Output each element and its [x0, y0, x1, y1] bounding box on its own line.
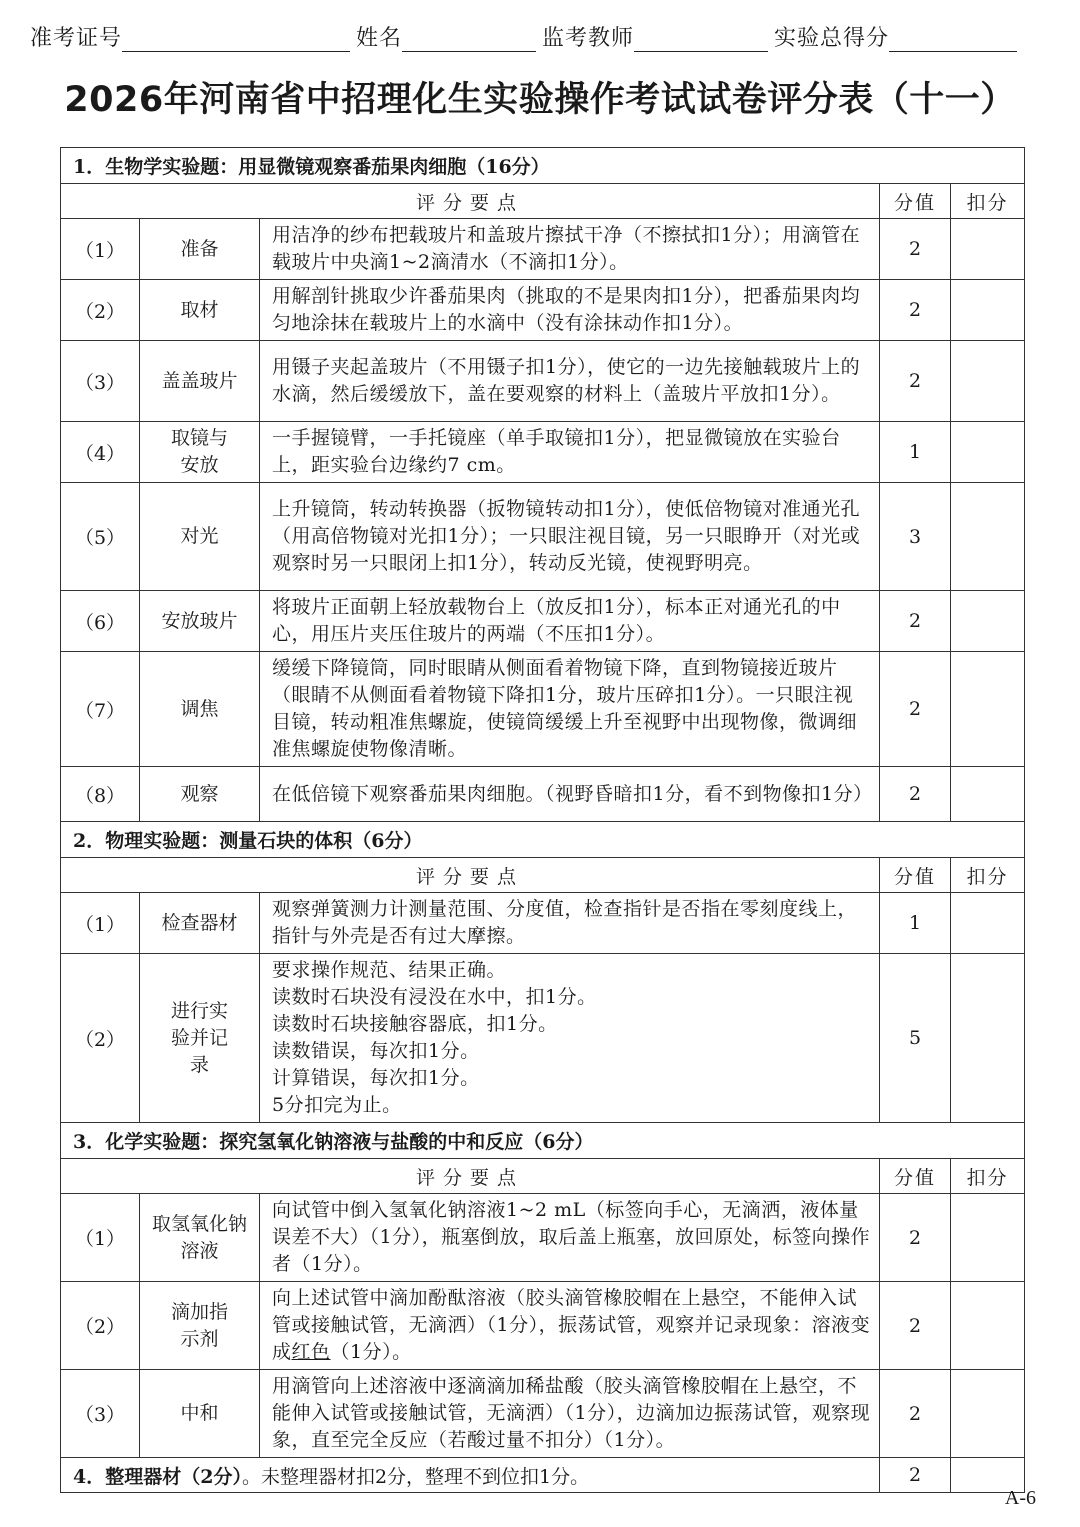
item-number: （8） [61, 767, 140, 822]
name-field[interactable] [402, 25, 536, 52]
item-name: 观察 [140, 767, 260, 822]
item-criteria: 在低倍镜下观察番茄果肉细胞。（视野昏暗扣1分，看不到物像扣1分） [260, 767, 880, 822]
item-number: （6） [61, 591, 140, 652]
item-criteria: 上升镜筒，转动转换器（扳物镜转动扣1分），使低倍物镜对准通光孔（用高倍物镜对光扣1分）；一只眼注视目镜，另一只眼睁开（对光或观察时另一只眼闭上扣1分），转动反光镜，使视野明亮。 [260, 483, 880, 591]
section-title-chemistry: 3．化学实验题：探究氢氧化钠溶液与盐酸的中和反应（6分） [61, 1123, 1025, 1159]
item-criteria: 向试管中倒入氢氧化钠溶液1~2 mL（标签向手心，无滴洒，液体量误差不大）（1分），瓶塞倒放，取后盖上瓶塞，放回原处，标签向操作者（1分）。 [260, 1194, 880, 1282]
exam-id-field[interactable] [122, 25, 350, 52]
section-title-biology: 1．生物学实验题：用显微镜观察番茄果肉细胞（16分） [61, 148, 1025, 184]
item-score: 2 [880, 219, 951, 280]
table-row [61, 1370, 1025, 1458]
table-row [61, 893, 1025, 954]
teacher-label: 监考教师 [542, 26, 635, 51]
table-row [61, 341, 1025, 422]
total-score-field[interactable] [889, 25, 1017, 52]
item-criteria: 观察弹簧测力计测量范围、分度值，检查指针是否指在零刻度线上，指针与外壳是否有过大摩擦。 [260, 893, 880, 954]
item-name: 对光 [140, 483, 260, 591]
deduct-cell[interactable] [951, 767, 1025, 822]
deduct-cell[interactable] [951, 341, 1025, 422]
section-cleanup [61, 1458, 880, 1493]
item-score: 5 [880, 954, 951, 1123]
table-row [61, 219, 1025, 280]
item-name: 中和 [140, 1370, 260, 1458]
criteria-line: 5分扣完为止。 [272, 1094, 402, 1116]
total-score-label: 实验总得分 [774, 26, 890, 51]
item-name: 盖盖玻片 [140, 341, 260, 422]
item-score: 2 [880, 1370, 951, 1458]
item-number: （1） [61, 1194, 140, 1282]
item-name: 检查器材 [140, 893, 260, 954]
item-name: 进行实验并记录 [140, 954, 260, 1123]
section-title-physics: 2．物理实验题：测量石块的体积（6分） [61, 822, 1025, 858]
item-score: 1 [880, 422, 951, 483]
deduct-cell[interactable] [951, 422, 1025, 483]
section-title-cleanup: 4．整理器材（2分） [73, 1465, 242, 1488]
column-header-deduct: 扣分 [951, 858, 1025, 893]
column-header-deduct: 扣分 [951, 184, 1025, 219]
cleanup-criteria: 。未整理器材扣2分，整理不到位扣1分。 [241, 1465, 590, 1488]
table-row [61, 422, 1025, 483]
observed-color: 红色 [291, 1341, 331, 1363]
table-row [61, 1282, 1025, 1370]
item-name: 取氢氧化钠溶液 [140, 1194, 260, 1282]
candidate-info-line [30, 18, 1055, 52]
criteria-text: （1分）。 [330, 1341, 412, 1363]
column-header-deduct: 扣分 [951, 1159, 1025, 1194]
deduct-cell[interactable] [951, 1370, 1025, 1458]
item-score: 1 [880, 893, 951, 954]
column-header-points: 评分要点 [61, 1159, 880, 1194]
item-name: 安放玻片 [140, 591, 260, 652]
table-row [61, 652, 1025, 767]
item-score: 3 [880, 483, 951, 591]
item-number: （2） [61, 1282, 140, 1370]
item-criteria: 将玻片正面朝上轻放载物台上（放反扣1分），标本正对通光孔的中心，用压片夹压住玻片的两端（不压扣1分）。 [260, 591, 880, 652]
name-label: 姓名 [356, 26, 403, 51]
table-row [61, 483, 1025, 591]
item-criteria: 缓缓下降镜筒，同时眼睛从侧面看着物镜下降，直到物镜接近玻片（眼睛不从侧面看着物镜下降扣1分，玻片压碎扣1分）。一只眼注视目镜，转动粗准焦螺旋，使镜筒缓缓上升至视野中出现物像，微调细准焦螺旋使物像清晰。 [260, 652, 880, 767]
criteria-text: 向上述试管中滴加酚酞溶液（胶头滴管橡胶帽在上悬空，不能伸入试管或接触试管，无滴洒）（1分），振荡试管，观察并记录现象：溶液变成 [272, 1287, 871, 1363]
teacher-field[interactable] [634, 25, 768, 52]
table-row [61, 1194, 1025, 1282]
item-score: 2 [880, 1458, 951, 1493]
criteria-line: 读数时石块接触容器底，扣1分。 [272, 1013, 558, 1035]
table-row [61, 954, 1025, 1123]
criteria-line: 计算错误，每次扣1分。 [272, 1067, 480, 1089]
column-header-score: 分值 [880, 858, 951, 893]
item-name: 取镜与安放 [140, 422, 260, 483]
item-criteria: 用洁净的纱布把载玻片和盖玻片擦拭干净（不擦拭扣1分）；用滴管在载玻片中央滴1~2滴清水（不滴扣1分）。 [260, 219, 880, 280]
item-score: 2 [880, 652, 951, 767]
deduct-cell[interactable] [951, 219, 1025, 280]
deduct-cell[interactable] [951, 954, 1025, 1123]
item-criteria [260, 1282, 880, 1370]
item-score: 2 [880, 1282, 951, 1370]
page-number: A-6 [1004, 1487, 1036, 1509]
item-number: （2） [61, 954, 140, 1123]
table-row [61, 591, 1025, 652]
item-score: 2 [880, 767, 951, 822]
table-row [61, 280, 1025, 341]
item-criteria: 用镊子夹起盖玻片（不用镊子扣1分），使它的一边先接触载玻片上的水滴，然后缓缓放下，盖在要观察的材料上（盖玻片平放扣1分）。 [260, 341, 880, 422]
column-header-points: 评分要点 [61, 858, 880, 893]
deduct-cell[interactable] [951, 280, 1025, 341]
deduct-cell[interactable] [951, 893, 1025, 954]
page-title: 2026年河南省中招理化生实验操作考试试卷评分表（十一） [64, 80, 1016, 120]
item-name: 准备 [140, 219, 260, 280]
deduct-cell[interactable] [951, 483, 1025, 591]
item-number: （3） [61, 341, 140, 422]
item-name: 滴加指示剂 [140, 1282, 260, 1370]
deduct-cell[interactable] [951, 591, 1025, 652]
item-score: 2 [880, 591, 951, 652]
item-number: （1） [61, 219, 140, 280]
item-number: （1） [61, 893, 140, 954]
table-row [61, 1458, 1025, 1493]
item-criteria: 用滴管向上述溶液中逐滴滴加稀盐酸（胶头滴管橡胶帽在上悬空，不能伸入试管或接触试管，无滴洒）（1分），边滴加边振荡试管，观察现象，直至完全反应（若酸过量不扣分）（1分）。 [260, 1370, 880, 1458]
deduct-cell[interactable] [951, 1194, 1025, 1282]
table-row [61, 767, 1025, 822]
item-criteria [260, 954, 880, 1123]
item-number: （5） [61, 483, 140, 591]
criteria-line: 读数错误，每次扣1分。 [272, 1040, 480, 1062]
item-score: 2 [880, 1194, 951, 1282]
item-number: （2） [61, 280, 140, 341]
criteria-line: 读数时石块没有浸没在水中，扣1分。 [272, 986, 597, 1008]
item-number: （3） [61, 1370, 140, 1458]
deduct-cell[interactable] [951, 652, 1025, 767]
deduct-cell[interactable] [951, 1282, 1025, 1370]
item-name: 调焦 [140, 652, 260, 767]
item-criteria: 一手握镜臂，一手托镜座（单手取镜扣1分），把显微镜放在实验台上，距实验台边缘约7 cm。 [260, 422, 880, 483]
item-score: 2 [880, 341, 951, 422]
item-criteria: 用解剖针挑取少许番茄果肉（挑取的不是果肉扣1分），把番茄果肉均匀地涂抹在载玻片上的水滴中（没有涂抹动作扣1分）。 [260, 280, 880, 341]
item-score: 2 [880, 280, 951, 341]
column-header-score: 分值 [880, 1159, 951, 1194]
item-number: （4） [61, 422, 140, 483]
item-name: 取材 [140, 280, 260, 341]
scoring-table [60, 147, 1025, 1493]
column-header-score: 分值 [880, 184, 951, 219]
exam-id-label: 准考证号 [30, 26, 123, 51]
item-number: （7） [61, 652, 140, 767]
criteria-line: 要求操作规范、结果正确。 [272, 959, 507, 981]
column-header-points: 评分要点 [61, 184, 880, 219]
